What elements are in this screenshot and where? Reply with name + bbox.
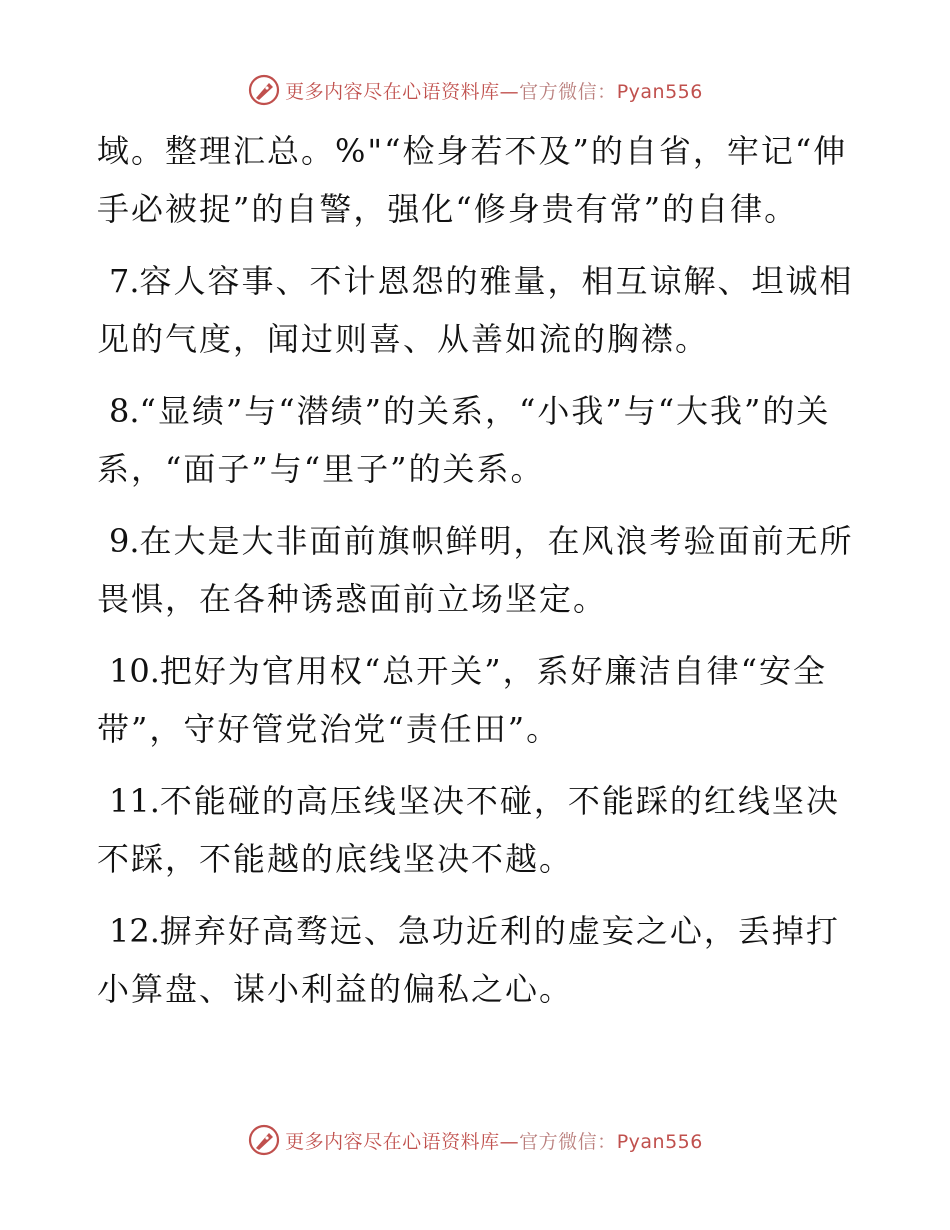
pen-nib-logo-icon [247, 1123, 281, 1157]
paragraph-text: 摒弃好高骛远、急功近利的虚妄之心，丢掉打小算盘、谋小利益的偏私之心。 [97, 912, 840, 1008]
header-dash: — [499, 80, 520, 103]
header-official-label: 官方微信： [519, 80, 617, 103]
paragraph-item-8 [97, 382, 857, 498]
page-footer-banner [0, 1120, 950, 1160]
header-site-text: 更多内容尽在心语资料库 [285, 80, 500, 103]
footer-site-text: 更多内容尽在心语资料库 [285, 1130, 500, 1153]
paragraph-number: 12. [109, 912, 160, 950]
paragraph-item-10 [97, 642, 857, 758]
paragraph-number: 8. [109, 392, 140, 430]
footer-official-label: 官方微信： [519, 1130, 617, 1153]
footer-banner-text [285, 1127, 703, 1154]
paragraph-number: 10. [109, 652, 160, 690]
paragraph-text: 在大是大非面前旗帜鲜明，在风浪考验面前无所畏惧，在各种诱惑面前立场坚定。 [97, 522, 854, 618]
paragraph-number: 9. [109, 522, 140, 560]
pen-nib-logo-icon [247, 73, 281, 107]
document-body [97, 122, 857, 1032]
paragraph-number: 7. [109, 262, 140, 300]
paragraph-item-11 [97, 772, 857, 888]
paragraph-text: 把好为官用权“总开关”，系好廉洁自律“安全带”，守好管党治党“责任田”。 [97, 652, 827, 748]
paragraph-text: 容人容事、不计恩怨的雅量，相互谅解、坦诚相见的气度，闻过则喜、从善如流的胸襟。 [97, 262, 854, 358]
footer-wechat-id: Pyan556 [616, 1130, 703, 1153]
paragraph-item-9 [97, 512, 857, 628]
paragraph-continued [97, 122, 857, 238]
header-banner-text [285, 77, 703, 104]
paragraph-number: 11. [109, 782, 160, 820]
header-wechat-id: Pyan556 [616, 80, 703, 103]
paragraph-item-12 [97, 902, 857, 1018]
paragraph-text: 域。整理汇总。%"“检身若不及”的自省，牢记“伸手必被捉”的自警，强化“修身贵有常”的自律。 [97, 132, 848, 228]
paragraph-text: “显绩”与“潜绩”的关系，“小我”与“大我”的关系，“面子”与“里子”的关系。 [97, 392, 831, 488]
paragraph-text: 不能碰的高压线坚决不碰，不能踩的红线坚决不踩，不能越的底线坚决不越。 [97, 782, 840, 878]
page-header-banner [0, 70, 950, 110]
footer-dash: — [499, 1130, 520, 1153]
paragraph-item-7 [97, 252, 857, 368]
